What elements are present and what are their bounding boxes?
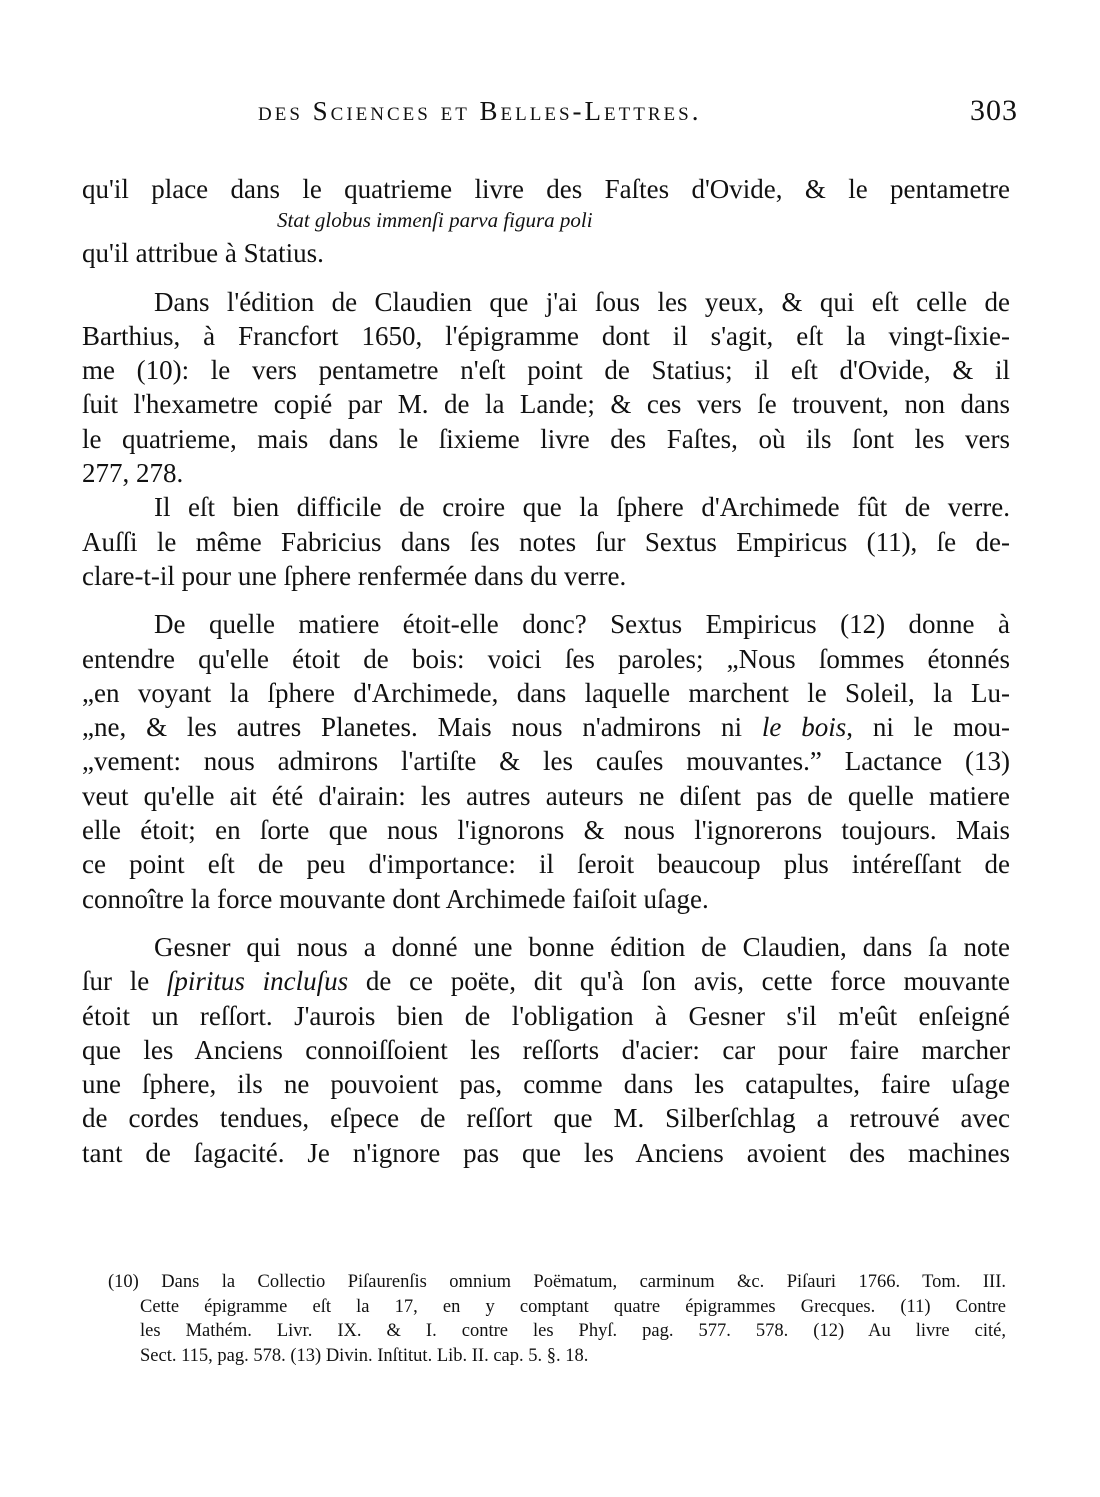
paragraph-first-line: Gesner qui nous a donné une bonne édition de Claudien, dans ſa note <box>154 931 1010 962</box>
text-line: étoit un reſſort. J'aurois bien de l'obligation à Gesner s'il m'eût enſeigné <box>82 1000 1010 1031</box>
text-line: une ſphere, ils ne pouvoient pas, comme dans les catapultes, faire uſage <box>82 1069 1010 1100</box>
main-text <box>82 172 1010 1170</box>
text-span: de ce poëte, dit qu'à ſon avis, cette force mouvante <box>348 966 1010 997</box>
text-line: qu'il place dans le quatrieme livre des Faſtes d'Ovide, & le pentametre <box>82 174 1010 204</box>
italic-phrase: le bois <box>761 712 847 743</box>
text-span: , ni le mou- <box>846 712 1010 743</box>
text-line: „vement: nous admirons l'artiſte & les cauſes mouvantes.” Lactance (13) <box>82 746 1010 777</box>
paragraph-first-line: De quelle matiere étoit-elle donc? Sextus Empiricus (12) donne à <box>154 609 1010 640</box>
text-line: veut qu'elle ait été d'airain: les autres auteurs ne diſent pas de quelle matiere <box>82 780 1010 811</box>
text-line: entendre qu'elle étoit de bois: voici ſes paroles; „Nous ſommes étonnés <box>82 643 1010 674</box>
text-line: ſuit l'hexametre copié par M. de la Lande; & ces vers ſe trouvent, non dans <box>82 389 1010 420</box>
text-line: de cordes tendues, eſpece de reſſort que M. Silberſchlag a retrouvé avec <box>82 1103 1010 1134</box>
footnote-line: Cette épigramme eſt la 17, en y comptant quatre épigrammes Grecques. (11) Contre <box>140 1296 1006 1317</box>
text-line <box>82 710 1010 744</box>
text-line: clare-t-il pour une ſphere renfermée dans du verre. <box>82 560 627 591</box>
text-line: qu'il attribue à Statius. <box>82 238 324 269</box>
italic-phrase: ſpiritus incluſus <box>166 966 349 997</box>
footnote-line: les Mathém. Livr. IX. & I. contre les Phyſ. pag. 577. 578. (12) Au livre cité, <box>140 1321 1006 1341</box>
text-span: „ne, & les autres Planetes. Mais nous n'admirons ni <box>82 712 762 743</box>
text-line: que les Anciens connoiſſoient les reſſorts d'acier: car pour faire marcher <box>82 1034 1010 1065</box>
text-line <box>82 964 1010 998</box>
footnote-line: Sect. 115, pag. 578. (13) Divin. Inſtitut. Lib. II. cap. 5. §. 18. <box>140 1345 589 1366</box>
text-line: le quatrieme, mais dans le ſixieme livre des Faſtes, où ils ſont les vers <box>82 423 1010 454</box>
text-line: tant de ſagacité. Je n'ignore pas que les Anciens avoient des machines <box>82 1137 1010 1168</box>
footnotes <box>108 1270 1006 1368</box>
text-line: me (10): le vers pentametre n'eſt point de Statius; il eſt d'Ovide, & il <box>82 355 1010 386</box>
page-number: 303 <box>970 94 1018 127</box>
footnote-line: (10) Dans la Collectio Piſaurenſis omnium Poëmatum, carminum &c. Piſauri 1766. Tom. III. <box>108 1272 1006 1292</box>
text-line: „en voyant la ſphere d'Archimede, dans laquelle marchent le Soleil, la Lu- <box>82 677 1010 708</box>
paragraph-first-line: Il eſt bien difficile de croire que la ſphere d'Archimede fût de verre. <box>154 492 1010 523</box>
text-line: 277, 278. <box>82 458 184 489</box>
text-line: connoître la force mouvante dont Archimede faiſoit uſage. <box>82 883 709 914</box>
text-line: Auſſi le même Fabricius dans ſes notes ſur Sextus Empiricus (11), ſe de- <box>82 526 1010 557</box>
page-header <box>258 96 1018 136</box>
verse-quote: Stat globus immenſi parva figura poli <box>277 208 593 233</box>
text-line: elle étoit; en ſorte que nous l'ignorons & nous l'ignorerons toujours. Mais <box>82 815 1010 846</box>
paragraph-first-line: Dans l'édition de Claudien que j'ai ſous les yeux, & qui eſt celle de <box>154 286 1010 317</box>
running-head: des Sciences et Belles-Lettres. <box>258 96 702 126</box>
text-line: Barthius, à Francfort 1650, l'épigramme dont il s'agit, eſt la vingt-ſixie- <box>82 320 1010 351</box>
text-line: ce point eſt de peu d'importance: il ſeroit beaucoup plus intéreſſant de <box>82 849 1010 880</box>
text-span: ſur le <box>82 966 167 997</box>
